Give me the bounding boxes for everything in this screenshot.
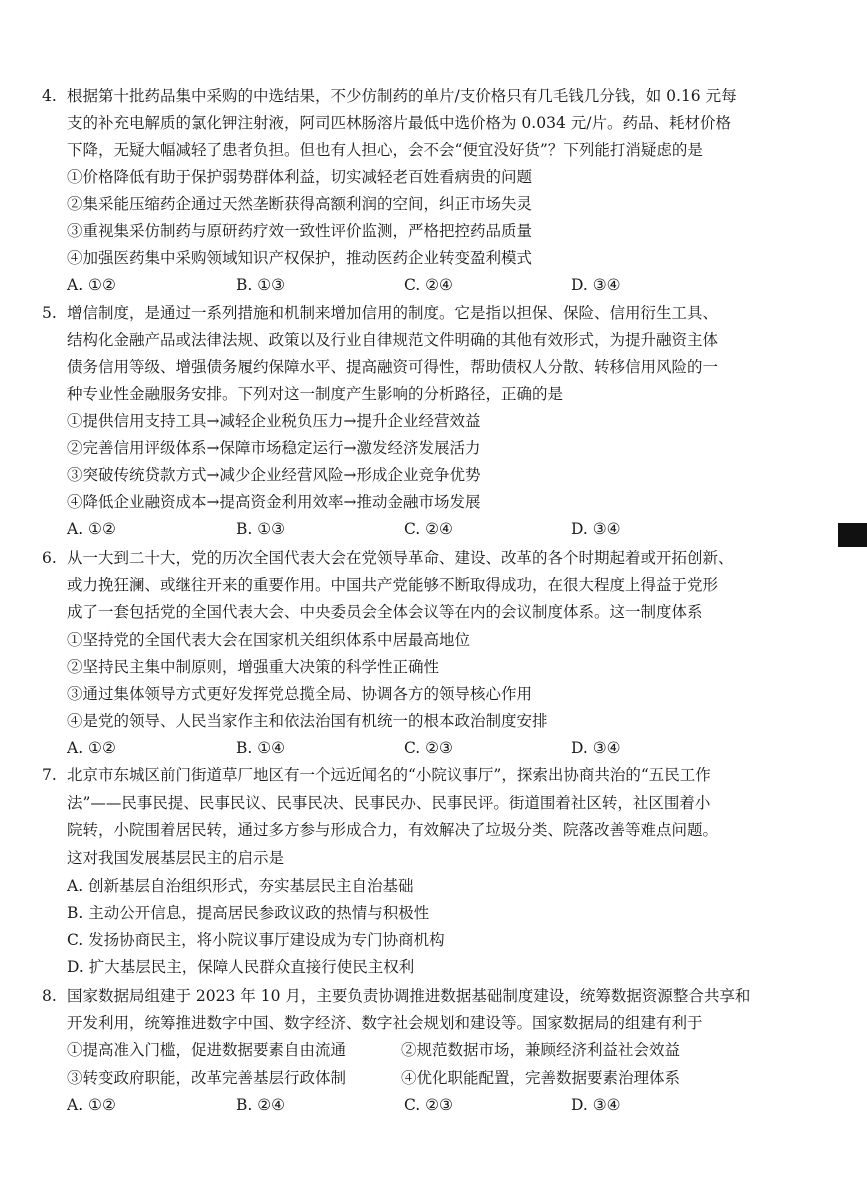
question-4-statement-4: ④加强医药集中采购领域知识产权保护，推动医药企业转变盈利模式 xyxy=(67,249,533,267)
question-5-statement-2: ②完善信用评级体系→保障市场稳定运行→激发经济发展活力 xyxy=(67,439,481,457)
question-8-statement-2: ②规范数据市场，兼顾经济利益社会效益 xyxy=(401,1041,681,1059)
question-4-option-c[interactable]: C. ②④ xyxy=(404,276,453,294)
question-5-statement-4: ④降低企业融资成本→提高资金利用效率→推动金融市场发展 xyxy=(67,493,481,511)
question-8-option-c[interactable]: C. ②③ xyxy=(404,1096,453,1114)
question-5-statement-3: ③突破传统贷款方式→减少企业经营风险→形成企业竞争优势 xyxy=(67,466,481,484)
question-7-option-d[interactable]: D. 扩大基层民主，保障人民群众直接行使民主权利 xyxy=(67,958,415,976)
question-7-line: 这对我国发展基层民主的启示是 xyxy=(67,849,285,867)
question-4-line: 根据第十批药品集中采购的中选结果，不少仿制药的单片/支价格只有几毛钱几分钱，如 0.16 元每 xyxy=(67,87,737,105)
question-4-number: 4. xyxy=(42,87,57,105)
question-8-option-b[interactable]: B. ②④ xyxy=(236,1096,286,1114)
question-7-line: 院转，小院围着居民转，通过多方参与形成合力，有效解决了垃圾分类、院落改善等难点问题。 xyxy=(67,821,719,839)
question-7-number: 7. xyxy=(42,766,57,784)
question-6-option-c[interactable]: C. ②③ xyxy=(404,739,453,757)
question-6-number: 6. xyxy=(42,549,57,567)
question-8-number: 8. xyxy=(42,987,57,1005)
question-4-line: 下降，无疑大幅减轻了患者负担。但也有人担心，会不会“便宜没好货”？下列能打消疑虑的是 xyxy=(67,141,703,159)
question-4-option-a[interactable]: A. ①② xyxy=(67,276,116,294)
page-edge-tab-mark xyxy=(838,523,867,547)
question-7-line: 法”——民事民提、民事民议、民事民决、民事民办、民事民评。街道围着社区转，社区围着小 xyxy=(67,794,711,812)
question-4-option-d[interactable]: D. ③④ xyxy=(571,276,621,294)
question-4-statement-2: ②集采能压缩药企通过天然垄断获得高额利润的空间，纠正市场失灵 xyxy=(67,195,533,213)
question-8-line: 国家数据局组建于 2023 年 10 月，主要负责协调推进数据基础制度建设，统筹数据资源整合共享和 xyxy=(67,987,751,1005)
question-5-option-a[interactable]: A. ①② xyxy=(67,520,116,538)
question-8-statement-4: ④优化职能配置，完善数据要素治理体系 xyxy=(401,1069,681,1087)
question-6-option-b[interactable]: B. ①④ xyxy=(236,739,286,757)
question-5-line: 结构化金融产品或法律法规、政策以及行业自律规范文件明确的其他有效形式，为提升融资主体 xyxy=(67,331,719,349)
question-4-statement-1: ①价格降低有助于保护弱势群体利益，切实减轻老百姓看病贵的问题 xyxy=(67,168,533,186)
question-6-statement-1: ①坚持党的全国代表大会在国家机关组织体系中居最高地位 xyxy=(67,631,471,649)
question-6-option-d[interactable]: D. ③④ xyxy=(571,739,621,757)
question-4-option-b[interactable]: B. ①③ xyxy=(236,276,286,294)
question-6-line: 成了一套包括党的全国代表大会、中央委员会全体会议等在内的会议制度体系。这一制度体系 xyxy=(67,603,703,621)
question-7-line: 北京市东城区前门街道草厂地区有一个远近闻名的“小院议事厅”，探索出协商共治的“五民工作 xyxy=(67,766,711,784)
question-5-option-c[interactable]: C. ②④ xyxy=(404,520,453,538)
question-5-option-d[interactable]: D. ③④ xyxy=(571,520,621,538)
question-6-line: 或力挽狂澜、或继往开来的重要作用。中国共产党能够不断取得成功，在很大程度上得益于党形 xyxy=(67,576,719,594)
question-7-option-c[interactable]: C. 发扬协商民主，将小院议事厅建设成为专门协商机构 xyxy=(67,931,445,949)
question-4-statement-3: ③重视集采仿制药与原研药疗效一致性评价监测，严格把控药品质量 xyxy=(67,222,533,240)
question-5-number: 5. xyxy=(42,304,57,322)
question-8-option-d[interactable]: D. ③④ xyxy=(571,1096,621,1114)
question-5-option-b[interactable]: B. ①③ xyxy=(236,520,286,538)
question-6-option-a[interactable]: A. ①② xyxy=(67,739,116,757)
question-8-line: 开发利用，统筹推进数字中国、数字经济、数字社会规划和建设等。国家数据局的组建有利于 xyxy=(67,1014,703,1032)
question-6-statement-2: ②坚持民主集中制原则，增强重大决策的科学性正确性 xyxy=(67,658,440,676)
question-6-statement-3: ③通过集体领导方式更好发挥党总揽全局、协调各方的领导核心作用 xyxy=(67,685,533,703)
question-7-option-b[interactable]: B. 主动公开信息，提高居民参政议政的热情与积极性 xyxy=(67,904,430,922)
question-5-line: 增信制度，是通过一系列措施和机制来增加信用的制度。它是指以担保、保险、信用衍生工具、 xyxy=(67,304,719,322)
question-5-line: 种专业性金融服务安排。下列对这一制度产生影响的分析路径，正确的是 xyxy=(67,385,564,403)
question-8-statement-3: ③转变政府职能，改革完善基层行政体制 xyxy=(67,1069,347,1087)
question-4-line: 支的补充电解质的氯化钾注射液，阿司匹林肠溶片最低中选价格为 0.034 元/片。药品、耗材价格 xyxy=(67,114,731,132)
question-6-statement-4: ④是党的领导、人民当家作主和依法治国有机统一的根本政治制度安排 xyxy=(67,712,548,730)
question-8-statement-1: ①提高准入门槛，促进数据要素自由流通 xyxy=(67,1041,347,1059)
question-7-option-a[interactable]: A. 创新基层自治组织形式，夯实基层民主自治基础 xyxy=(67,877,414,895)
question-8-option-a[interactable]: A. ①② xyxy=(67,1096,116,1114)
question-5-statement-1: ①提供信用支持工具→减轻企业税负压力→提升企业经营效益 xyxy=(67,412,481,430)
question-6-line: 从一大到二十大，党的历次全国代表大会在党领导革命、建设、改革的各个时期起着或开拓创新、 xyxy=(67,549,734,567)
question-5-line: 债务信用等级、增强债务履约保障水平、提高融资可得性，帮助债权人分散、转移信用风险的一 xyxy=(67,358,719,376)
